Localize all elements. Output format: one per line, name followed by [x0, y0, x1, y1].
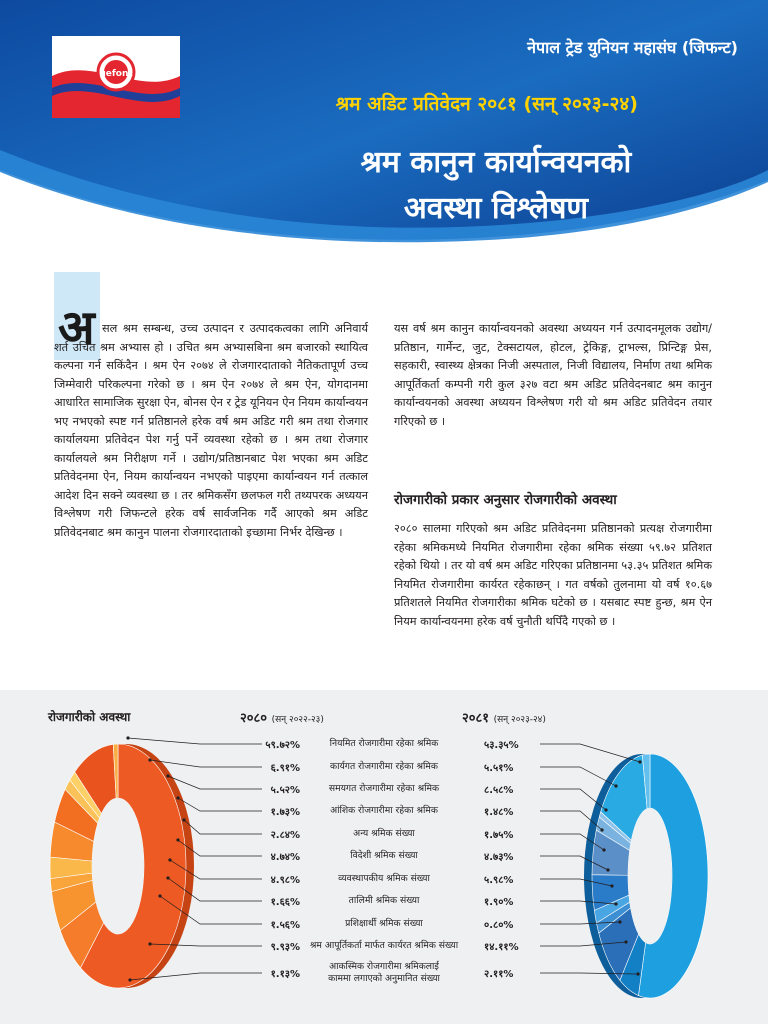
header-banner	[0, 0, 768, 260]
leader-dot-2080	[126, 736, 129, 739]
org-name: नेपाल ट्रेड युनियन महासंघ (जिफन्ट)	[527, 38, 738, 57]
left-year-sub: (सन् २०२२-२३)	[271, 715, 324, 725]
leader-dot-2081	[618, 920, 621, 923]
category-label: अन्य श्रमिक संख्या	[353, 828, 415, 839]
leader-dot-2080	[168, 858, 171, 861]
value-2081: १४.११%	[484, 942, 519, 953]
gefont-logo	[52, 36, 180, 118]
value-2080: २.८४%	[270, 830, 300, 841]
leader-dot-2080	[128, 978, 131, 981]
leader-dot-2081	[638, 760, 641, 763]
chart-section	[0, 690, 768, 1024]
category-label: कार्यगत रोजगारीमा रहेका श्रमिक	[330, 761, 438, 772]
leader-dot-2081	[602, 848, 605, 851]
donut-2081-hole	[628, 808, 672, 944]
value-2081: १.७५%	[484, 830, 514, 841]
leader-dot-2080	[166, 774, 169, 777]
report-title: श्रम अडिट प्रतिवेदन २०८१ (सन् २०२३-२४)	[335, 93, 638, 115]
leader-dot-2081	[610, 884, 613, 887]
value-2080: ५.५२%	[270, 785, 300, 796]
leader-dot-2080	[176, 796, 179, 799]
leader-dot-2081	[624, 940, 627, 943]
leader-dot-2080	[166, 876, 169, 879]
value-2081: १.९०%	[484, 897, 514, 908]
logo-text: gefont	[99, 69, 133, 79]
value-2080: ९.९३%	[270, 942, 300, 953]
col1-text: सल श्रम सम्बन्ध, उच्च उत्पादन र उत्पादकत्वका लागि अनिवार्य शर्त उचित श्रम अभ्यास हो । उचित श्रम अभ्यासबिना श्रम बजारको स्थायित्व कल्पना गर्न सकिंदैन । श्रम ऐन २०७४ ले रोजगारदाताको नैतिकतापूर्ण उच्च जिम्मेवारी परिकल्पना गरेको छ । श्रम ऐन २०७४ ले श्रम ऐन, योगदानमा आधारित सामाजिक सुरक्षा ऐन, बोनस ऐन र ट्रेड यूनियन ऐन नियम कार्यान्वयन भए नभएको स्पष्ट गर्न प्रतिष्ठानले हरेक वर्ष श्रम अडिट गरी श्रम तथा रोजगार कार्यालयमा प्रतिवेदन पेश गर्नु पर्ने व्यवस्था रहेको छ । श्रम तथा रोजगार कार्यालयले श्रम निरीक्षण गर्ने । उद्योग/प्रतिष्ठानबाट पेश भएका श्रम अडिट प्रतिवेदनमा ऐन, नियम कार्यान्वयन नभएको पाइएमा कार्यान्वयन गर्न तत्काल आदेश दिन सक्ने व्यवस्था छ । तर श्रमिकसँग छलफल गरी तथ्यपरक अध्ययन विश्लेषण गरी जिफन्टले हरेक वर्ष सार्वजनिक गर्दै आएको श्रम अडिट प्रतिवेदनबाट श्रम कानुन पालना रोजगारदाताको इच्छामा निर्भर देखिन्छ ।	[54, 322, 368, 539]
category-label: प्रशिक्षार्थी श्रमिक संख्या	[345, 918, 423, 929]
value-2081: ८.५८%	[484, 785, 514, 796]
gefont-logo-icon	[52, 36, 180, 118]
value-2080: १.१३%	[270, 969, 300, 980]
category-label: नियमित रोजगारीमा रहेका श्रमिक	[329, 738, 439, 749]
right-year: २०८१	[462, 711, 490, 726]
leader-dot-2080	[148, 758, 151, 761]
leader-dot-2080	[158, 894, 161, 897]
right-year-sub: (सन् २०२३-२४)	[493, 715, 546, 725]
page-title	[286, 140, 706, 232]
leader-line-2081	[540, 744, 640, 762]
value-2081: ५.५१%	[484, 763, 514, 774]
left-year: २०८०	[240, 711, 268, 726]
value-2081: ५.९८%	[484, 875, 514, 886]
title-line-2: अवस्था विश्लेषण	[403, 191, 589, 226]
leader-dot-2081	[614, 784, 617, 787]
donut-2081	[584, 754, 708, 998]
leader-dot-2081	[636, 972, 639, 975]
value-2080: ४.७४%	[270, 852, 300, 863]
value-2081: १.४८%	[484, 807, 514, 818]
value-2081: ५३.३५%	[484, 740, 519, 751]
value-2080: ५९.७२%	[265, 740, 300, 751]
title-line-1: श्रम कानुन कार्यान्वयनको	[360, 145, 632, 180]
dropcap-letter: अ	[58, 300, 95, 356]
leader-dot-2080	[148, 942, 151, 945]
category-label: समयगत रोजगारीमा रहेका श्रमिक	[328, 783, 440, 794]
leader-dot-2081	[604, 808, 607, 811]
column-1-paragraph	[54, 320, 368, 542]
value-2080: १.६६%	[270, 897, 300, 908]
leader-dot-2080	[176, 838, 179, 841]
category-label: विदेशी श्रमिक संख्या	[350, 850, 418, 861]
leader-dot-2081	[600, 828, 603, 831]
leader-dot-2081	[614, 902, 617, 905]
chart-heading: रोजगारीको अवस्था	[48, 710, 131, 724]
donut-2080-hole	[92, 798, 144, 934]
category-label: व्यवस्थापकीय श्रमिक संख्या	[338, 873, 430, 884]
category-label: आकस्मिक रोजगारीमा श्रमिकलाई काममा लगाएको अनुमानित संख्या	[328, 961, 440, 984]
value-2081: २.११%	[484, 969, 514, 980]
value-2080: १.७३%	[270, 807, 300, 818]
column-2-paragraph-1: यस वर्ष श्रम कानुन कार्यान्वयनको अवस्था अध्ययन गर्न उत्पादनमूलक उद्योग/प्रतिष्ठान, गार्मेन्ट, जुट, टेक्सटायल, होटल, ट्रेकिङ्ग, ट्राभल्स, प्रिन्टिङ्ग प्रेस, सहकारी, स्वास्थ्य क्षेत्रका निजी अस्पताल, निजी विद्यालय, निर्माण तथा श्रमिक आपूर्तिकर्ता कम्पनी गरी कुल ३२७ वटा श्रम अडिट प्रतिवेदनबाट श्रम कानुन कार्यान्वयनको अवस्था अध्ययन विश्लेषण गरी यो श्रम अडिट प्रतिवेदन तयार गरिएको छ ।	[394, 322, 712, 428]
category-label: आंशिक रोजगारीमा रहेका श्रमिक	[330, 805, 438, 816]
column-2-paragraph-2: २०८० सालमा गरिएको श्रम अडिट प्रतिवेदनमा प्रतिष्ठानको प्रत्यक्ष रोजगारीमा रहेका श्रमिकमध्ये नियमित रोजगारीमा रहेका श्रमिक संख्या ५९.७२ प्रतिशत रहेको थियो । तर यो वर्ष श्रम अडिट गरिएका प्रतिष्ठानमा ५३.३५ प्रतिशत श्रमिक नियमित रोजगारीमा कार्यरत रहेकाछन् । गत वर्षको तुलनामा यो वर्ष १०.६७ प्रतिशतले नियमित रोजगारीका श्रमिक घटेको छ । यसबाट स्पष्ट हुन्छ, श्रम ऐन नियम कार्यान्वयनमा हरेक वर्ष चुनौती थपिँदै गएको छ ।	[394, 522, 712, 628]
category-label: तालिमी श्रमिक संख्या	[348, 895, 420, 906]
value-2080: ६.९१%	[270, 763, 300, 774]
donut-2080	[50, 744, 194, 988]
value-2080: ४.९८%	[270, 875, 300, 886]
value-2081: ०.८०%	[484, 920, 514, 931]
value-2080: १.५६%	[270, 920, 300, 931]
section-subheading: रोजगारीको प्रकार अनुसार रोजगारीको अवस्था	[394, 492, 617, 508]
leader-dot-2080	[182, 818, 185, 821]
leader-dot-2081	[606, 868, 609, 871]
value-2081: ४.७३%	[484, 852, 514, 863]
category-label: श्रम आपूर्तिकर्ता मार्फत कार्यरत श्रमिक संख्या	[309, 940, 459, 951]
